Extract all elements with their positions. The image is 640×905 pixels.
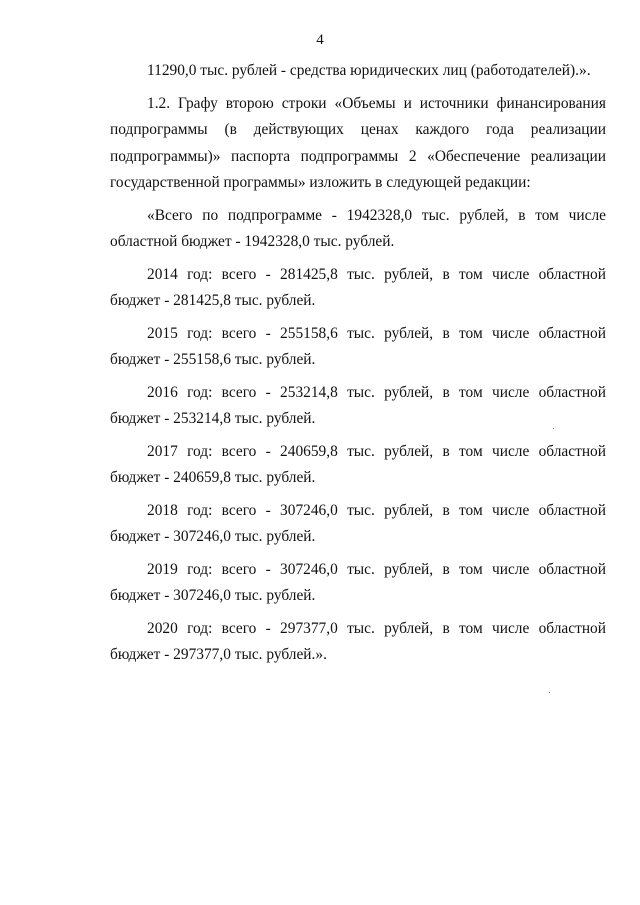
text-line: бюджет - 307246,0 тыс. рублей. <box>110 587 316 604</box>
text-line: «Всего по подпрограмме - 1942328,0 тыс. рублей, в том числе <box>147 206 606 224</box>
text-line: бюджет - 281425,8 тыс. рублей. <box>110 292 316 309</box>
document-body <box>110 58 606 675</box>
paragraph-total-subprogram <box>110 203 606 256</box>
text-line: 2020 год: всего - 297377,0 тыс. рублей, в том числе областной <box>147 619 606 637</box>
text-line: 2014 год: всего - 281425,8 тыс. рублей, в том числе областной <box>147 265 606 283</box>
paragraph-year-2016 <box>110 380 606 433</box>
paragraph-year-2014 <box>110 262 606 315</box>
paragraph-year-2018 <box>110 498 606 551</box>
text-line: областной бюджет - 1942328,0 тыс. рублей. <box>110 233 395 250</box>
text-line: 2016 год: всего - 253214,8 тыс. рублей, в том числе областной <box>147 383 606 401</box>
paragraph-year-2015 <box>110 321 606 374</box>
text-line: бюджет - 307246,0 тыс. рублей. <box>110 528 316 545</box>
text-line: бюджет - 297377,0 тыс. рублей.». <box>110 646 327 663</box>
paragraph-year-2019 <box>110 557 606 610</box>
text-line: 11290,0 тыс. рублей - средства юридических лиц (работодателей).». <box>147 62 591 79</box>
paragraph-year-2020 <box>110 616 606 669</box>
text-line: бюджет - 255158,6 тыс. рублей. <box>110 351 316 368</box>
scan-speck <box>549 692 550 693</box>
text-line: бюджет - 240659,8 тыс. рублей. <box>110 469 316 486</box>
text-line: 2017 год: всего - 240659,8 тыс. рублей, в том числе областной <box>147 442 606 460</box>
paragraph-funding-employers <box>110 58 606 85</box>
text-line: 2018 год: всего - 307246,0 тыс. рублей, в том числе областной <box>147 501 606 519</box>
text-line: подпрограммы)» паспорта подпрограммы 2 «Обеспечение реализации <box>110 147 606 165</box>
text-line: 2019 год: всего - 307246,0 тыс. рублей, в том числе областной <box>147 560 606 578</box>
paragraph-year-2017 <box>110 439 606 492</box>
page-number: 4 <box>316 32 324 48</box>
text-line: 2015 год: всего - 255158,6 тыс. рублей, в том числе областной <box>147 324 606 342</box>
text-line: государственной программы» изложить в следующей редакции: <box>110 174 531 191</box>
text-line: 1.2. Графу второю строки «Объемы и источники финансирования <box>147 94 606 112</box>
text-line: подпрограммы (в действующих ценах каждого года реализации <box>110 121 606 138</box>
scan-speck <box>553 428 554 429</box>
paragraph-amendment-1-2 <box>110 91 606 197</box>
text-line: бюджет - 253214,8 тыс. рублей. <box>110 410 316 427</box>
